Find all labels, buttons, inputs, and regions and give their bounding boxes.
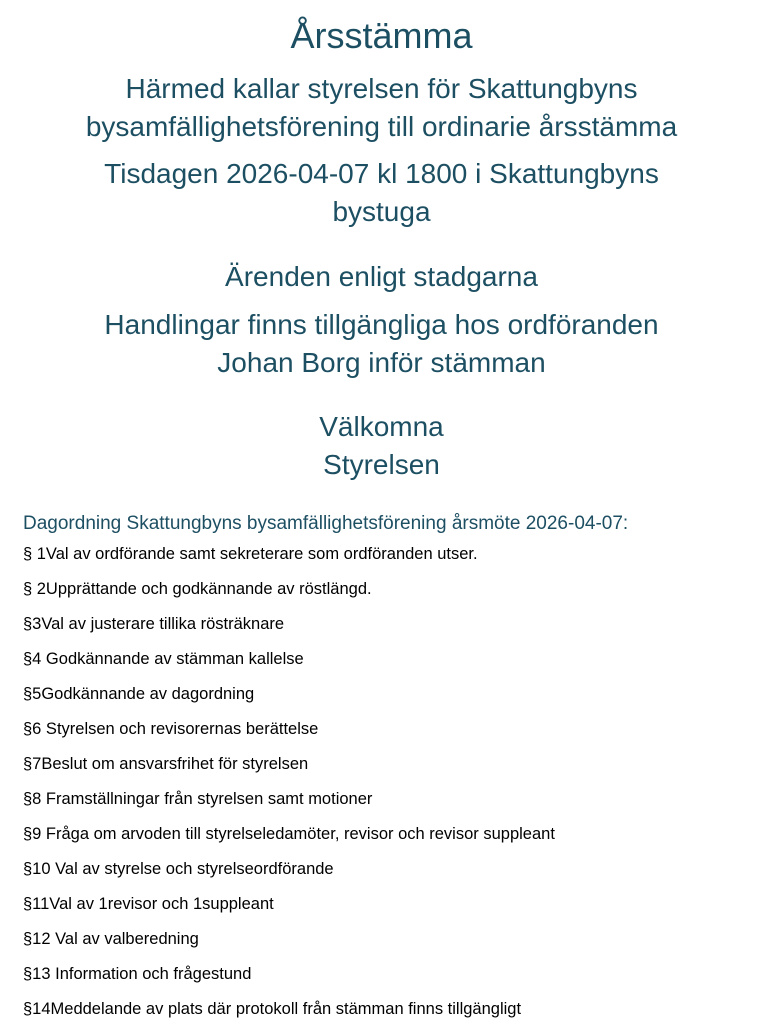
welcome-signature xyxy=(0,408,763,484)
agenda-item: §9 Fråga om arvoden till styrelseledamöter, revisor och revisor suppleant xyxy=(23,825,555,843)
agenda-item: §6 Styrelsen och revisorernas berättelse xyxy=(23,720,319,738)
agenda-item: §5Godkännande av dagordning xyxy=(23,685,255,703)
agenda-item: § 2Upprättande och godkännande av röstlängd. xyxy=(23,580,372,598)
agenda-item: §10 Val av styrelse och styrelseordförande xyxy=(23,860,334,878)
matters-line: Ärenden enligt stadgarna xyxy=(225,261,538,292)
welcome-line: Välkomna Styrelsen xyxy=(319,411,444,480)
invitation-line: Härmed kallar styrelsen för Skattungbyns bysamfällighetsförening till ordinarie årsstämma xyxy=(85,73,678,142)
agenda-item: §8 Framställningar från styrelsen samt motioner xyxy=(23,790,373,808)
documents-text xyxy=(0,306,763,382)
invitation-text xyxy=(0,70,763,146)
agenda-item: §4 Godkännande av stämman kallelse xyxy=(23,650,304,668)
meeting-date-location xyxy=(0,155,763,231)
agenda-item: §7Beslut om ansvarsfrihet för styrelsen xyxy=(23,755,309,773)
agenda-item: §13 Information och frågestund xyxy=(23,965,252,983)
agenda-item: § 1Val av ordförande samt sekreterare som ordföranden utser. xyxy=(23,545,478,563)
agenda-heading: Dagordning Skattungbyns bysamfällighetsförening årsmöte 2026-04-07: xyxy=(23,513,629,534)
documents-line: Handlingar finns tillgängliga hos ordföranden Johan Borg inför stämman xyxy=(104,309,659,378)
page-title: Årsstämma xyxy=(290,15,473,56)
agenda-item: §12 Val av valberedning xyxy=(23,930,199,948)
agenda-item: §11Val av 1revisor och 1suppleant xyxy=(23,895,274,913)
agenda-item: §14Meddelande av plats där protokoll från stämman finns tillgängligt xyxy=(23,1000,522,1018)
meeting-date-line: Tisdagen 2026-04-07 kl 1800 i Skattungbyns bystuga xyxy=(104,158,659,227)
agenda-item: §3Val av justerare tillika rösträknare xyxy=(23,615,285,633)
agenda-list xyxy=(23,542,555,1032)
matters-text xyxy=(0,258,763,296)
